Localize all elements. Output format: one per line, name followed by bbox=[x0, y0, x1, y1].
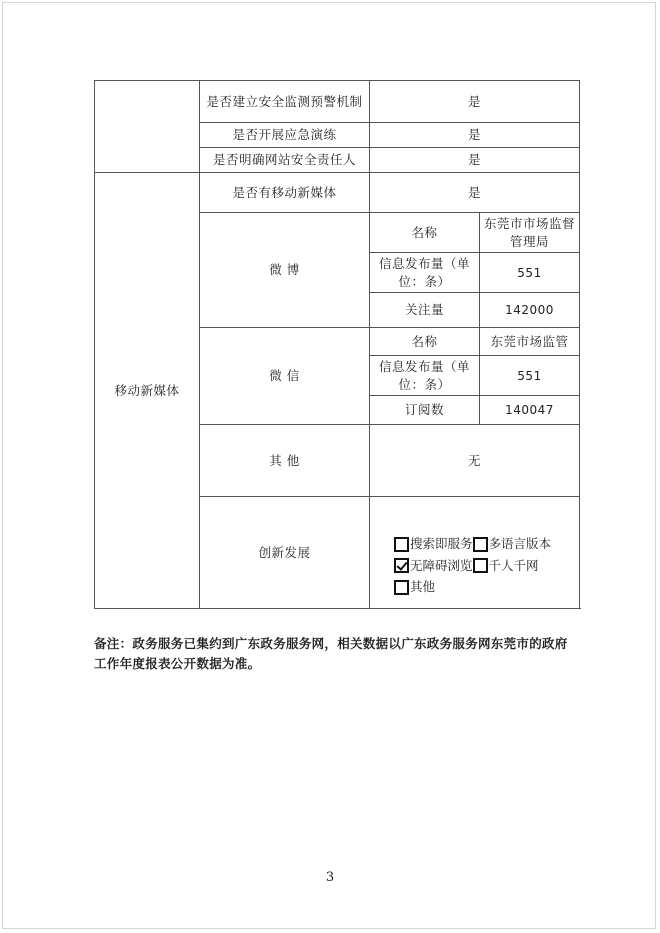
weibo-label: 微 博 bbox=[200, 213, 370, 328]
checkbox-icon[interactable] bbox=[394, 580, 409, 595]
table-row bbox=[95, 81, 580, 123]
checkbox-checked-icon[interactable] bbox=[394, 558, 409, 573]
weibo-followers-label: 关注量 bbox=[370, 293, 480, 328]
row-label: 是否明确网站安全责任人 bbox=[200, 148, 370, 173]
weibo-name-value: 东莞市市场监督管理局 bbox=[480, 213, 580, 253]
weibo-posts-value: 551 bbox=[480, 253, 580, 293]
wechat-label: 微 信 bbox=[200, 328, 370, 425]
checkbox-icon[interactable] bbox=[394, 537, 409, 552]
wechat-subs-label: 订阅数 bbox=[370, 396, 480, 425]
checkbox-icon[interactable] bbox=[473, 558, 488, 573]
innovation-label: 创新发展 bbox=[200, 497, 370, 609]
other-label: 其 他 bbox=[200, 425, 370, 497]
wechat-subs-value: 140047 bbox=[480, 396, 580, 425]
weibo-followers-value: 142000 bbox=[480, 293, 580, 328]
footnote: 备注：政务服务已集约到广东政务服务网，相关数据以广东政务服务网东莞市的政府工作年度报表公开数据为准。 bbox=[94, 636, 568, 671]
weibo-posts-label: 信息发布量（单位：条） bbox=[370, 253, 480, 293]
weibo-name-label: 名称 bbox=[370, 213, 480, 253]
checkbox-icon[interactable] bbox=[473, 537, 488, 552]
row-label: 是否建立安全监测预警机制 bbox=[200, 81, 370, 123]
option-multilingual[interactable]: 多语言版本 bbox=[473, 535, 552, 553]
row-value: 是 bbox=[370, 81, 580, 123]
option-other[interactable]: 其他 bbox=[394, 578, 435, 596]
report-table bbox=[94, 80, 580, 609]
other-value: 无 bbox=[370, 425, 580, 497]
has-media-value: 是 bbox=[370, 173, 580, 213]
row-label: 是否开展应急演练 bbox=[200, 123, 370, 148]
innovation-options bbox=[370, 497, 580, 609]
wechat-name-value: 东莞市场监管 bbox=[480, 328, 580, 356]
page-number: 3 bbox=[325, 870, 335, 885]
wechat-posts-value: 551 bbox=[480, 356, 580, 396]
wechat-name-label: 名称 bbox=[370, 328, 480, 356]
empty-section-cell bbox=[95, 81, 200, 173]
wechat-posts-label: 信息发布量（单位：条） bbox=[370, 356, 480, 396]
table-row bbox=[95, 173, 580, 213]
has-media-label: 是否有移动新媒体 bbox=[200, 173, 370, 213]
option-accessible-browsing[interactable]: 无障碍浏览 bbox=[394, 557, 473, 575]
option-search-as-service[interactable]: 搜索即服务 bbox=[394, 535, 473, 553]
option-personalized-web[interactable]: 千人千网 bbox=[473, 557, 539, 575]
media-section-label: 移动新媒体 bbox=[95, 173, 200, 609]
row-value: 是 bbox=[370, 148, 580, 173]
row-value: 是 bbox=[370, 123, 580, 148]
